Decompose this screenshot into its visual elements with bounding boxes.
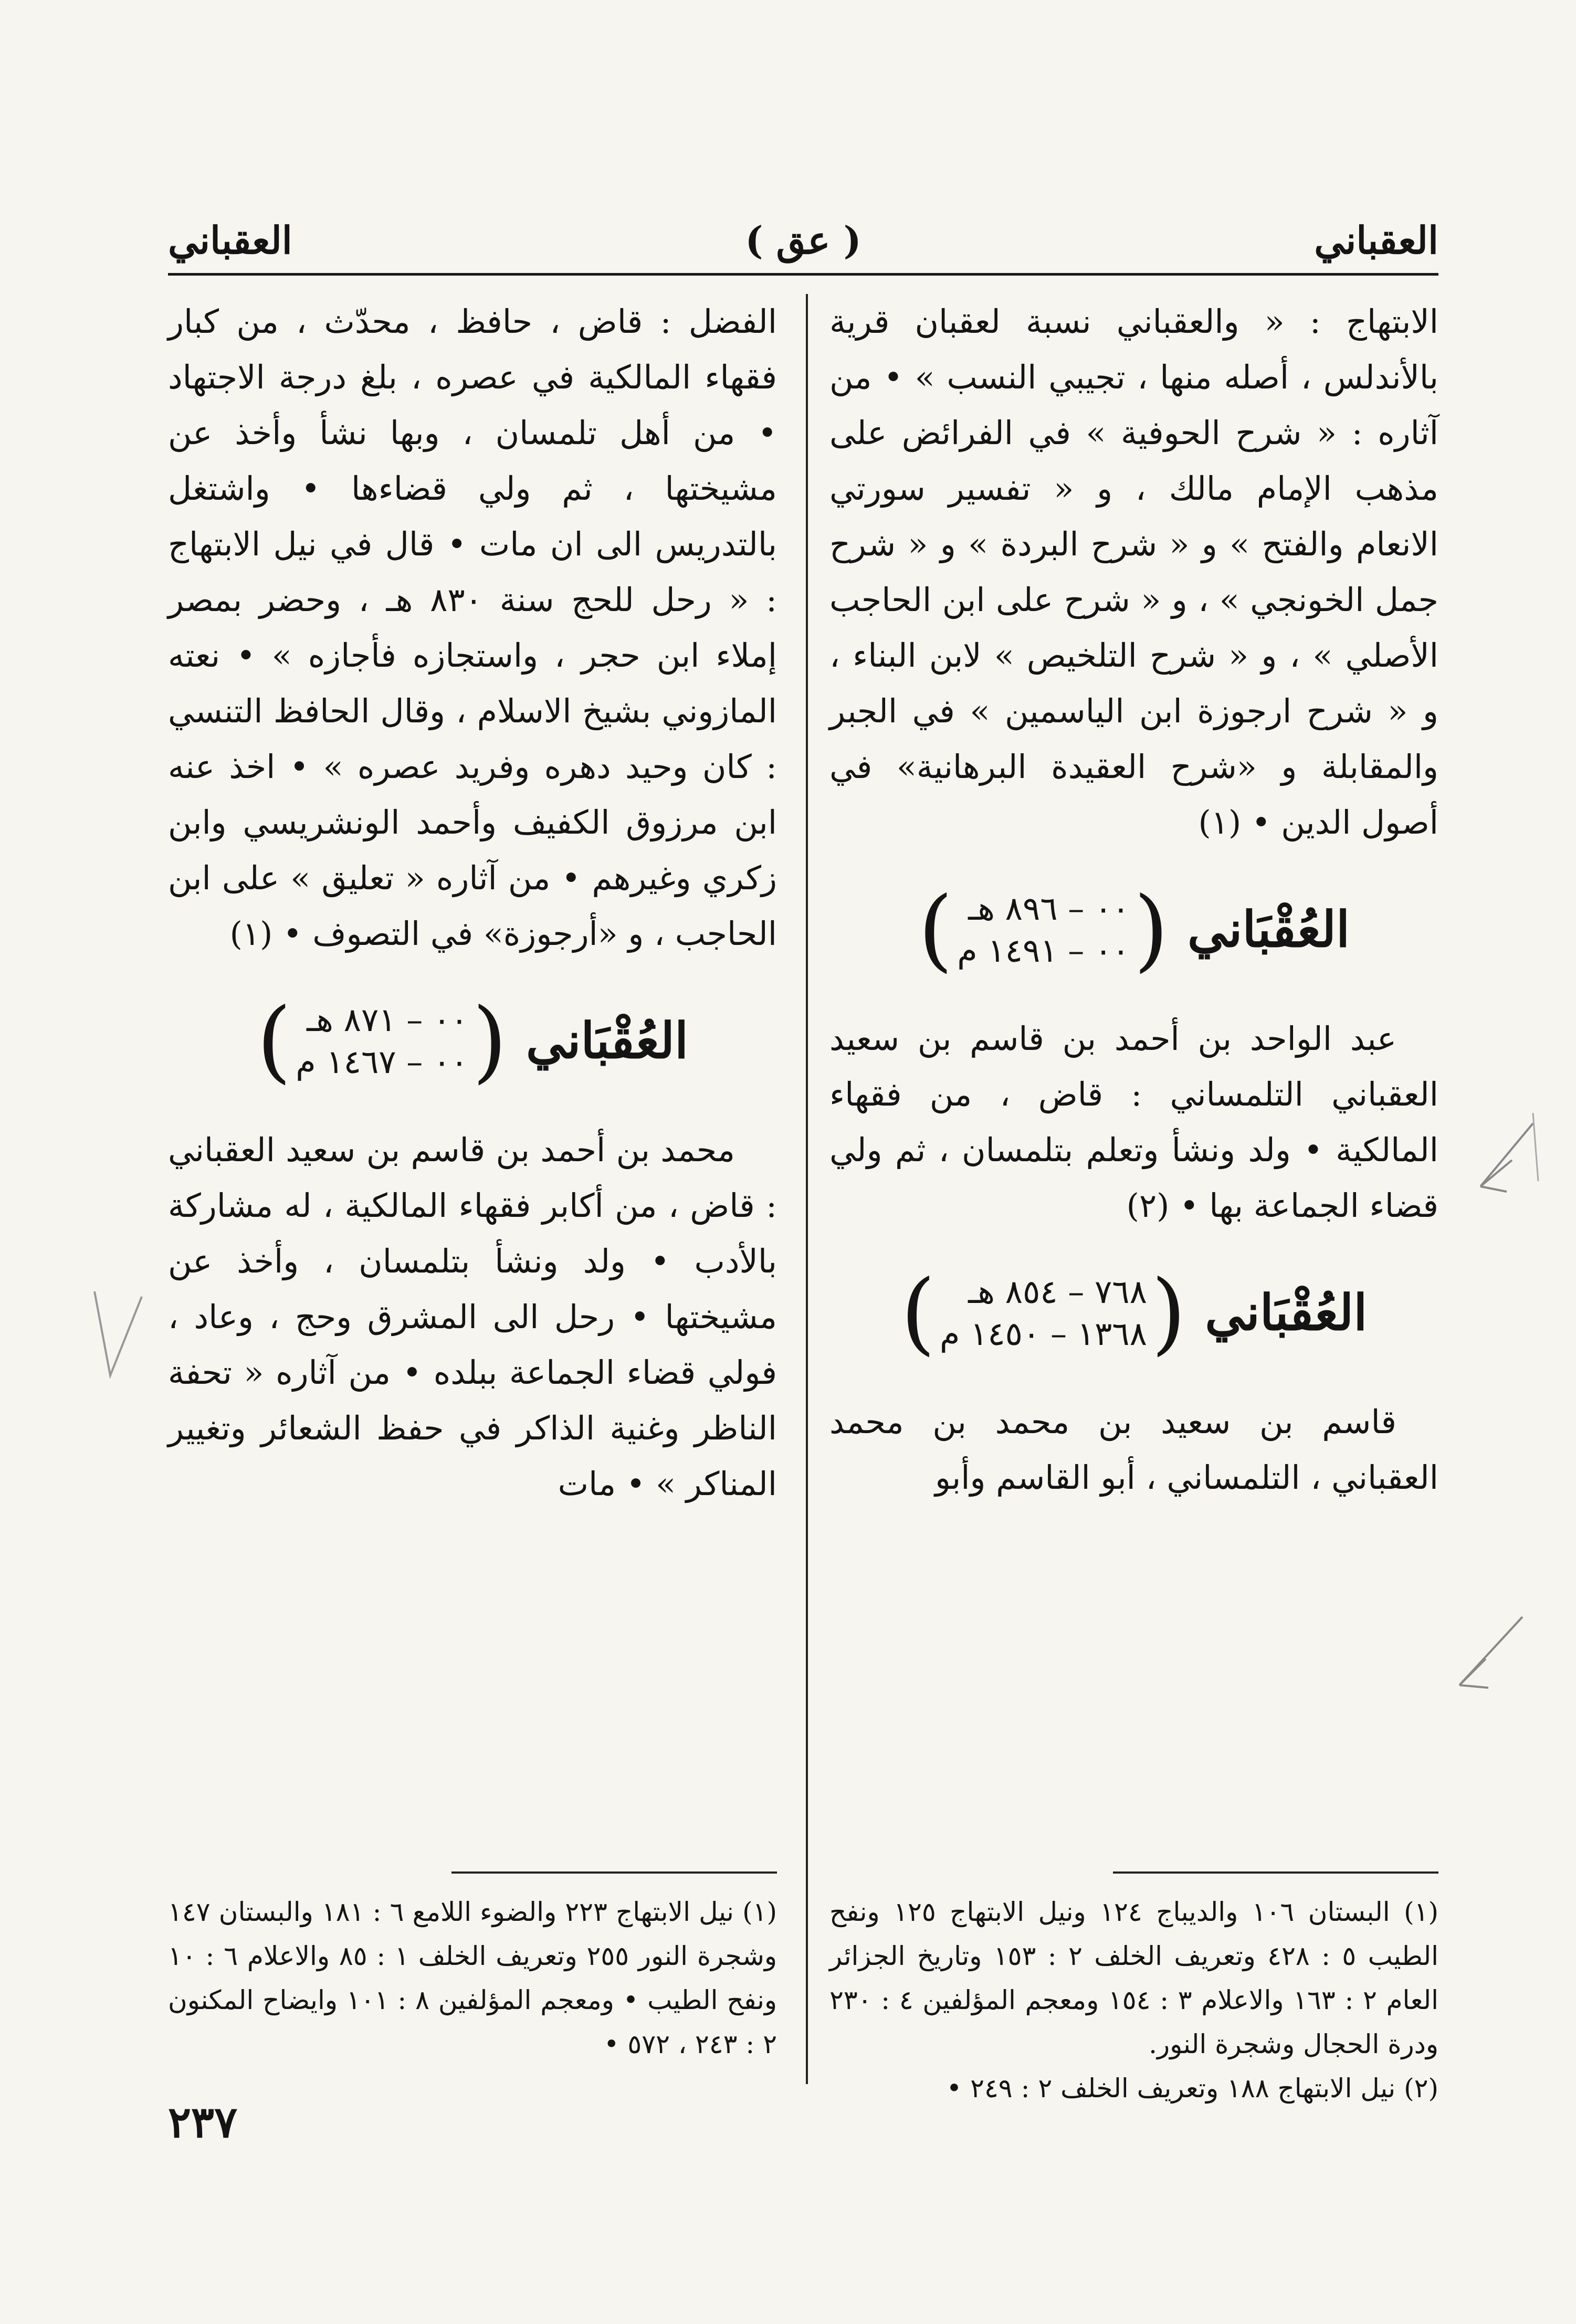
- gregorian-date: ٠٠ – ١٤٩١ م: [957, 931, 1130, 970]
- header-left-title: العقباني: [168, 218, 292, 262]
- gregorian-date: ٠٠ – ١٤٦٧ م: [296, 1043, 468, 1081]
- pencil-check-mark-icon: [1449, 1596, 1533, 1701]
- gregorian-date: ١٣٦٨ – ١٤٥٠ م: [939, 1315, 1147, 1353]
- entry-text: محمد بن أحمد بن قاسم بن سعيد العقباني : قاض ، من أكابر فقهاء المالكية ، له مشاركة بالأدب • ولد ونشأ بتلمسان ، وأخذ عن مشيختها • رحل الى المشرق وحج ، وعاد ، فولي قضاء الجماعة ببلده • من آثاره « تحفة الناظر وغنية الذاكر في حفظ الشعائر وتغيير المناكر » • مات: [168, 1131, 778, 1503]
- entry-text: قاسم بن سعيد بن محمد بن محمد العقباني ، التلمساني ، أبو القاسم وأبو: [829, 1403, 1438, 1497]
- entry-heading: [829, 878, 1438, 982]
- entry-name: العُقْبَاني: [1205, 1284, 1368, 1342]
- entry-dates: ( ٠٠ – ٨٩٦ هـ ٠٠ – ١٤٩١ م ): [918, 878, 1169, 982]
- pencil-check-mark-icon: [79, 1281, 152, 1386]
- entry-dates: ( ٠٠ – ٨٧١ هـ ٠٠ – ١٤٦٧ م ): [256, 989, 507, 1093]
- header-right-title: العقباني: [1314, 218, 1438, 262]
- entry-heading: [168, 989, 777, 1093]
- page-number: ٢٣٧: [168, 2097, 238, 2148]
- entry-name: العُقْبَاني: [526, 1012, 689, 1070]
- footnote: (١) البستان ١٠٦ والديباج ١٢٤ ونيل الابتهاج ١٢٥ ونفح الطيب ٥ : ٤٢٨ وتعريف الخلف ٢ : ١٥٣ وتاريخ الجزائر العام ٢ : ١٦٣ والاعلام ٣ : ١٥٤ ومعجم المؤلفين ٤ : ٢٣٠ ودرة الحجال وشجرة النور.: [829, 1897, 1439, 2059]
- header-section-marker: ( عق ): [745, 218, 861, 262]
- left-column: [168, 294, 777, 1990]
- entry-continuation-text: الفضل : قاض ، حافظ ، محدّث ، من كبار فقهاء المالكية في عصره ، بلغ درجة الاجتهاد • من أهل تلمسان ، وبها نشأ وأخذ عن مشيختها ، ثم ولي قضاءها • واشتغل بالتدريس الى ان مات • قال في نيل الابتهاج : « رحل للحج سنة ٨٣٠ هـ ، وحضر بمصر إملاء ابن حجر ، واستجازه فأجازه » • نعته المازوني بشيخ الاسلام ، وقال الحافظ التنسي : كان وحيد دهره وفريد عصره » • اخذ عنه ابن مرزوق الكفيف وأحمد الونشريسي وابن زكري وغيرهم • من آثاره « تعليق » على ابن الحاجب ، و «أرجوزة» في التصوف • (١): [168, 302, 777, 953]
- left-footnotes: [168, 1890, 777, 2066]
- footnote-rule: [1113, 1871, 1438, 1874]
- right-column: [829, 294, 1438, 1990]
- column-divider: [806, 294, 808, 2084]
- entry-heading: [829, 1261, 1438, 1365]
- pencil-check-mark-icon: [1470, 1102, 1554, 1228]
- entry-text: عبد الواحد بن أحمد بن قاسم بن سعيد العقباني التلمساني : قاض ، من فقهاء المالكية • ولد ونشأ وتعلم بتلمسان ، ثم ولي قضاء الجماعة بها • (٢): [829, 1019, 1438, 1225]
- footnote: (٢) نيل الابتهاج ١٨٨ وتعريف الخلف ٢ : ٢٤٩ •: [946, 2073, 1438, 2104]
- right-footnotes: [829, 1890, 1438, 2110]
- footnote: (١) نيل الابتهاج ٢٢٣ والضوء اللامع ٦ : ١٨١ والبستان ١٤٧ وشجرة النور ٢٥٥ وتعريف الخلف ١ : ٨٥ والاعلام ٦ : ١٠ ونفح الطيب • ومعجم المؤلفين ٨ : ١٠١ وايضاح المكنون ٢ : ٢٤٣ ، ٥٧٢ •: [168, 1897, 778, 2059]
- hijri-date: ٠٠ – ٨٩٦ هـ: [968, 889, 1130, 928]
- running-header: [168, 194, 1438, 276]
- entry-name: العُقْبَاني: [1187, 901, 1350, 959]
- footnote-rule: [451, 1871, 777, 1874]
- hijri-date: ٠٠ – ٨٧١ هـ: [307, 1001, 468, 1039]
- entry-dates: ( ٧٦٨ – ٨٥٤ هـ ١٣٦٨ – ١٤٥٠ م ): [900, 1261, 1186, 1365]
- hijri-date: ٧٦٨ – ٨٥٤ هـ: [968, 1273, 1147, 1311]
- entry-continuation-text: الابتهاج : « والعقباني نسبة لعقبان قرية بالأندلس ، أصله منها ، تجيبي النسب » • من آثاره : « شرح الحوفية » في الفرائض على مذهب الإمام مالك ، و « تفسير سورتي الانعام والفتح » و « شرح البردة » و « شرح جمل الخونجي » ، و « شرح على ابن الحاجب الأصلي » ، و « شرح التلخيص » لابن البناء ، و « شرح ارجوزة ابن الياسمين » في الجبر والمقابلة و «شرح العقيدة البرهانية» في أصول الدين • (١): [829, 302, 1438, 842]
